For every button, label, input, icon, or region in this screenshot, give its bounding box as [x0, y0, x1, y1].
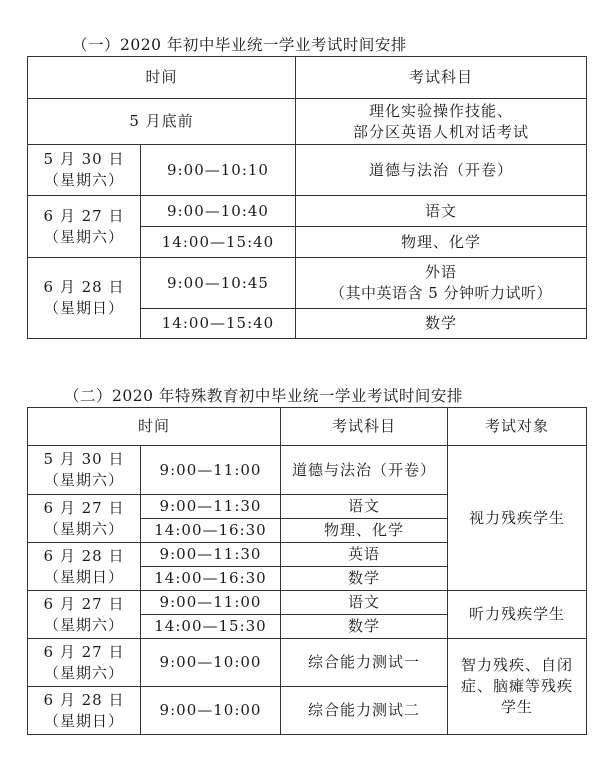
date-cell — [28, 258, 141, 339]
date: 6 月 28 日 — [43, 690, 125, 709]
date-cell — [28, 145, 141, 196]
weekday: （星期日） — [43, 711, 124, 730]
section2-title: （二）2020 年特殊教育初中毕业统一学业考试时间安排 — [64, 387, 463, 405]
date-cell — [28, 446, 141, 495]
date-cell — [28, 591, 141, 639]
pre-exam-subject-line2: 部分区英语人机对话考试 — [353, 122, 530, 141]
date: 6 月 27 日 — [43, 206, 125, 225]
date-cell — [28, 495, 141, 543]
subject-cell: 语文 — [281, 495, 448, 519]
date: 6 月 28 日 — [43, 546, 125, 565]
date: 6 月 27 日 — [43, 594, 125, 613]
subject-cell: 综合能力测试一 — [281, 639, 448, 687]
subject-line2: （其中英语含 5 分钟听力试听） — [329, 284, 553, 302]
subject-cell: 物理、化学 — [281, 519, 448, 543]
header-time: 时间 — [28, 408, 281, 446]
time-cell: 9:00—10:45 — [141, 258, 296, 309]
subject-cell: 综合能力测试二 — [281, 687, 448, 735]
time-cell: 9:00—10:40 — [141, 196, 296, 227]
target-intellectual-line3: 学生 — [501, 698, 534, 716]
date-cell — [28, 687, 141, 735]
weekday: （星期六） — [43, 663, 124, 682]
table-header-row — [28, 408, 587, 446]
weekday: （星期六） — [43, 171, 124, 189]
table-row — [28, 639, 587, 687]
date: 6 月 27 日 — [43, 498, 125, 517]
table-row — [28, 196, 587, 227]
target-intellectual-line1: 智力残疾、自闭 — [461, 656, 574, 674]
table-row — [28, 99, 587, 145]
table-row — [28, 145, 587, 196]
time-cell: 14:00—16:30 — [141, 567, 281, 591]
subject-cell: 数学 — [296, 309, 587, 339]
weekday: （星期六） — [43, 615, 124, 634]
section1-title: （一）2020 年初中毕业统一学业考试时间安排 — [72, 36, 407, 54]
special-exam-schedule-table — [27, 407, 587, 735]
time-cell: 14:00—15:30 — [141, 615, 281, 639]
date: 6 月 28 日 — [43, 278, 125, 296]
subject-line1: 外语 — [425, 263, 458, 281]
subject-cell: 道德与法治（开卷） — [281, 446, 448, 495]
target-visual: 视力残疾学生 — [448, 446, 587, 591]
date: 5 月 30 日 — [43, 150, 125, 168]
weekday: （星期日） — [43, 567, 124, 586]
time-cell: 9:00—11:00 — [141, 591, 281, 615]
weekday: （星期六） — [43, 227, 124, 246]
time-cell: 9:00—11:30 — [141, 543, 281, 567]
header-target: 考试对象 — [448, 408, 587, 446]
pre-exam-subject — [296, 99, 587, 145]
time-cell: 9:00—10:00 — [141, 687, 281, 735]
header-subject: 考试科目 — [296, 57, 587, 99]
time-cell: 9:00—11:30 — [141, 495, 281, 519]
time-cell: 9:00—11:00 — [141, 446, 281, 495]
table-row — [28, 446, 587, 495]
subject-cell: 物理、化学 — [296, 227, 587, 258]
table-header-row — [28, 57, 587, 99]
time-cell: 14:00—15:40 — [141, 227, 296, 258]
date-cell — [28, 543, 141, 591]
time-cell: 9:00—10:10 — [141, 145, 296, 196]
header-subject: 考试科目 — [281, 408, 448, 446]
weekday: （星期六） — [43, 471, 124, 489]
pre-exam-subject-line1: 理化实验操作技能、 — [369, 101, 514, 120]
subject-cell: 数学 — [281, 615, 448, 639]
target-intellectual-line2: 症、脑瘫等残疾 — [461, 677, 574, 695]
subject-cell — [296, 258, 587, 309]
subject-cell: 道德与法治（开卷） — [296, 145, 587, 196]
subject-cell: 语文 — [281, 591, 448, 615]
date-cell — [28, 639, 141, 687]
date: 6 月 27 日 — [43, 642, 125, 661]
weekday: （星期六） — [43, 519, 124, 538]
time-cell: 9:00—10:00 — [141, 639, 281, 687]
table-row — [28, 258, 587, 309]
time-cell: 14:00—15:40 — [141, 309, 296, 339]
weekday: （星期日） — [43, 299, 124, 317]
target-intellectual — [448, 639, 587, 735]
subject-cell: 语文 — [296, 196, 587, 227]
time-cell: 14:00—16:30 — [141, 519, 281, 543]
subject-cell: 数学 — [281, 567, 448, 591]
date-cell — [28, 196, 141, 258]
date: 5 月 30 日 — [43, 450, 125, 468]
subject-cell: 英语 — [281, 543, 448, 567]
header-time: 时间 — [28, 57, 296, 99]
target-hearing: 听力残疾学生 — [448, 591, 587, 639]
pre-exam-time: 5 月底前 — [28, 99, 296, 145]
exam-schedule-table — [27, 56, 587, 339]
table-row — [28, 591, 587, 615]
